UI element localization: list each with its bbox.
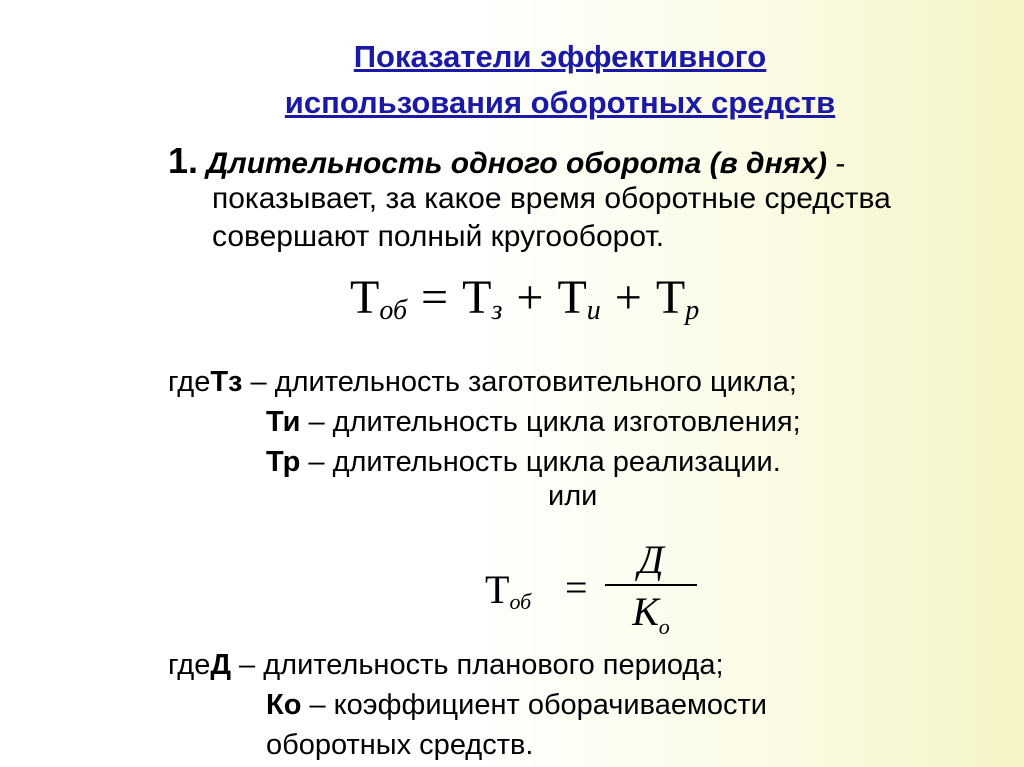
- definition-symbol: Д: [210, 649, 231, 681]
- item-term: Длительность одного оборота (в днях): [206, 147, 828, 180]
- definition-text: оборотных средств.: [266, 729, 534, 761]
- formula1-term-1-sub: з: [491, 295, 503, 326]
- formula2-lhs-group: [485, 566, 531, 615]
- definition-row: [168, 362, 801, 402]
- formula1-term-3-sub: р: [685, 295, 700, 326]
- item-description-line-1: показывает, за какое время оборотные средства: [212, 182, 891, 215]
- definition-text: – длительность цикла изготовления;: [300, 406, 801, 438]
- formula-turnover-duration-sum: [350, 270, 699, 327]
- formula2-lhs-sub: об: [509, 589, 532, 614]
- slide-title: [180, 34, 940, 126]
- definitions-list-1: [168, 362, 801, 482]
- formula2-fraction: [605, 537, 697, 649]
- definitions-list-2: [168, 645, 767, 765]
- formula2-denominator-group: [605, 590, 697, 649]
- formula2-denominator: К: [632, 589, 659, 634]
- item-description-line-2: совершают полный кругооборот.: [212, 220, 665, 253]
- slide-title-line-1: Показатели эффективного: [353, 39, 767, 74]
- definition-row: [168, 402, 801, 442]
- definition-symbol: Тр: [266, 446, 301, 478]
- definition-row: [168, 725, 767, 765]
- definition-symbol: Ко: [266, 689, 302, 721]
- definition-row: [168, 685, 767, 725]
- item-dash: -: [827, 147, 846, 180]
- formula2-numerator: Д: [638, 537, 664, 582]
- formula1-term-2-sub: и: [586, 295, 601, 326]
- definition-text: – длительность цикла реализации.: [300, 446, 781, 478]
- formula1-term-3: Т: [655, 271, 686, 324]
- definition-text: – коэффициент оборачиваемости: [301, 689, 767, 721]
- fraction-bar: [605, 584, 697, 586]
- definition-symbol: Тз: [210, 366, 243, 398]
- item-heading: [168, 140, 845, 182]
- formula1-term-1: Т: [462, 271, 492, 324]
- formula2-denominator-sub: о: [658, 614, 670, 639]
- formula2-equals: =: [565, 565, 588, 610]
- definition-row: [168, 442, 801, 482]
- definition-prefix: где: [168, 649, 211, 681]
- slide-title-line-2: использования оборотных средств: [284, 85, 836, 120]
- definition-prefix: где: [168, 366, 211, 398]
- formula1-lhs: Т: [350, 271, 380, 324]
- item-number: 1.: [168, 140, 199, 181]
- formula1-equals: =: [421, 271, 449, 324]
- item-description: [212, 180, 891, 256]
- formula1-plus-1: +: [516, 271, 544, 324]
- formula1-lhs-sub: об: [379, 295, 408, 326]
- or-separator: или: [548, 480, 598, 512]
- definition-text: – длительность планового периода;: [231, 649, 724, 681]
- formula1-term-2: Т: [557, 271, 587, 324]
- formula1-plus-2: +: [614, 271, 642, 324]
- formula2-lhs: Т: [485, 567, 510, 612]
- definition-symbol: Ти: [266, 406, 301, 438]
- definition-row: [168, 645, 767, 685]
- definition-text: – длительность заготовительного цикла;: [242, 366, 797, 398]
